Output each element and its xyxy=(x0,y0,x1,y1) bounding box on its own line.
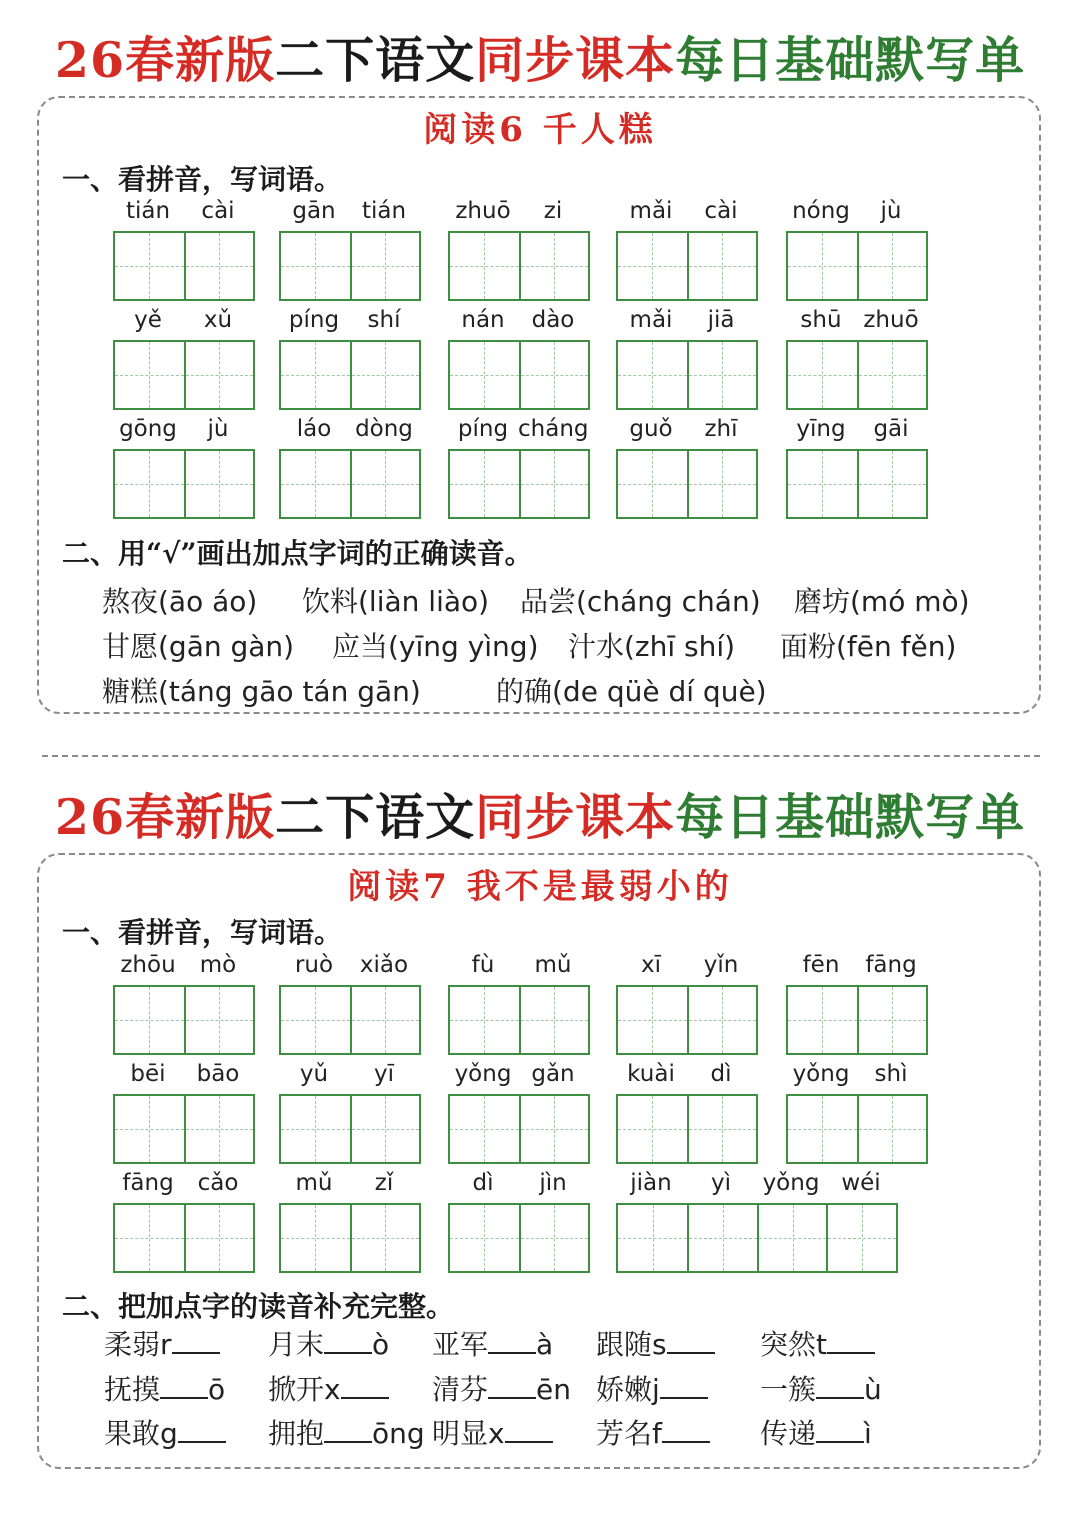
pinyin-label: cháng xyxy=(518,416,589,442)
writing-cell[interactable] xyxy=(519,1205,588,1271)
fill-in-item xyxy=(432,1412,553,1452)
writing-cell[interactable] xyxy=(519,233,588,299)
writing-cell[interactable] xyxy=(281,233,350,299)
dotted-word: 突然 xyxy=(760,1328,817,1361)
writing-cell[interactable] xyxy=(857,1096,926,1162)
pinyin-label: xī xyxy=(640,952,661,978)
pinyin-label: gān xyxy=(292,198,336,224)
pinyin-suffix: ōng xyxy=(372,1417,425,1450)
tianzige-box-group xyxy=(448,1203,590,1273)
pinyin-suffix: ì xyxy=(864,1417,872,1450)
dotted-word: 抚摸 xyxy=(104,1373,161,1406)
tianzige-box-group xyxy=(786,231,928,301)
pinyin-label: yǒng xyxy=(454,1061,512,1087)
pinyin-label: ruò xyxy=(294,952,334,978)
dotted-word: 跟随 xyxy=(596,1328,653,1361)
answer-blank[interactable] xyxy=(660,1373,708,1399)
pinyin-label: cǎo xyxy=(197,1170,239,1196)
writing-cell[interactable] xyxy=(618,233,687,299)
answer-blank[interactable] xyxy=(172,1328,220,1354)
writing-cell[interactable] xyxy=(519,1096,588,1162)
pinyin-label: fēn xyxy=(802,952,840,978)
pinyin-label: cài xyxy=(201,198,235,224)
fill-in-item xyxy=(432,1323,553,1363)
pinyin-label: bāo xyxy=(196,1061,240,1087)
writing-cell[interactable] xyxy=(450,987,519,1053)
writing-cell[interactable] xyxy=(115,342,184,408)
worksheet-banner xyxy=(0,779,1080,849)
writing-cell[interactable] xyxy=(788,987,857,1053)
pinyin-suffix: ù xyxy=(864,1373,882,1406)
section-2-title: 二、把加点字的读音补充完整。 xyxy=(62,1290,455,1323)
page-divider xyxy=(42,755,1040,757)
word-writing-item xyxy=(279,198,421,298)
writing-cell[interactable] xyxy=(857,342,926,408)
lesson-title: 阅读6 千人糕 xyxy=(423,110,657,150)
tianzige-box-group xyxy=(113,231,255,301)
pinyin-label: zhī xyxy=(704,416,738,442)
pinyin-label: zhuō xyxy=(863,307,919,333)
section-1-title: 一、看拼音，写词语。 xyxy=(62,163,343,196)
pinyin-label: píng xyxy=(288,307,340,333)
tianzige-box-group xyxy=(113,985,255,1055)
writing-cell[interactable] xyxy=(788,342,857,408)
dotted-word: 清芬 xyxy=(432,1373,489,1406)
pinyin-label: yǒng xyxy=(792,1061,850,1087)
fill-in-item xyxy=(268,1323,389,1363)
tianzige-box-group xyxy=(113,1094,255,1164)
writing-cell[interactable] xyxy=(687,987,756,1053)
pinyin-label: tián xyxy=(361,198,407,224)
pinyin-prefix: s xyxy=(652,1328,667,1361)
choice-item[interactable]: 饮料(liàn liào) xyxy=(302,585,490,618)
writing-cell[interactable] xyxy=(857,451,926,517)
word-writing-item xyxy=(616,1170,898,1270)
word-writing-item xyxy=(448,952,590,1052)
pinyin-label: fù xyxy=(471,952,495,978)
writing-cell[interactable] xyxy=(618,987,687,1053)
writing-cell[interactable] xyxy=(281,987,350,1053)
pinyin-label: shí xyxy=(367,307,401,333)
word-writing-item xyxy=(279,307,421,407)
writing-cell[interactable] xyxy=(281,1205,350,1271)
writing-cell[interactable] xyxy=(350,233,419,299)
writing-cell[interactable] xyxy=(826,1205,896,1271)
choice-item[interactable]: 的确(de qüè dí què) xyxy=(496,675,767,708)
writing-cell[interactable] xyxy=(350,451,419,517)
writing-cell[interactable] xyxy=(184,1096,253,1162)
pinyin-label: tián xyxy=(125,198,171,224)
answer-blank[interactable] xyxy=(324,1417,372,1443)
writing-cell[interactable] xyxy=(115,987,184,1053)
word-writing-item xyxy=(786,416,928,516)
word-writing-item xyxy=(448,1061,590,1161)
word-writing-item xyxy=(616,1061,758,1161)
writing-cell[interactable] xyxy=(687,1205,757,1271)
pinyin-label: zi xyxy=(543,198,563,224)
banner-part-1: 26春新版 xyxy=(54,31,276,89)
pinyin-label: zhōu xyxy=(120,952,176,978)
fill-in-item xyxy=(268,1368,389,1408)
writing-cell[interactable] xyxy=(350,1096,419,1162)
writing-cell[interactable] xyxy=(184,233,253,299)
writing-cell[interactable] xyxy=(281,451,350,517)
pinyin-prefix: f xyxy=(652,1417,662,1450)
banner-part-2: 二下语文 xyxy=(275,31,476,89)
choice-item[interactable]: 面粉(fēn fěn) xyxy=(780,630,957,663)
dotted-word: 果敢 xyxy=(104,1417,161,1450)
dotted-word: 芳名 xyxy=(596,1417,653,1450)
tianzige-box-group xyxy=(113,449,255,519)
word-writing-item xyxy=(279,952,421,1052)
writing-cell[interactable] xyxy=(450,342,519,408)
choice-item[interactable]: 熬夜(āo áo) xyxy=(102,585,258,618)
pinyin-label: mǎi xyxy=(629,307,673,333)
banner-part-2: 二下语文 xyxy=(275,788,476,846)
writing-cell[interactable] xyxy=(618,451,687,517)
pinyin-suffix: ō xyxy=(208,1373,226,1406)
writing-cell[interactable] xyxy=(350,1205,419,1271)
pinyin-label: yì xyxy=(710,1170,731,1196)
dotted-word: 传递 xyxy=(760,1417,817,1450)
pinyin-suffix: à xyxy=(536,1328,554,1361)
word-writing-item xyxy=(616,198,758,298)
lesson-title: 阅读7 我不是最弱小的 xyxy=(347,867,733,907)
fill-in-item xyxy=(104,1368,225,1408)
writing-cell[interactable] xyxy=(115,1205,184,1271)
writing-cell[interactable] xyxy=(687,1096,756,1162)
choice-item[interactable]: 品尝(cháng chán) xyxy=(520,585,761,618)
dotted-word: 亚军 xyxy=(432,1328,489,1361)
word-writing-item xyxy=(616,416,758,516)
word-writing-item xyxy=(786,198,928,298)
section-2-title: 二、用“√”画出加点字词的正确读音。 xyxy=(62,537,533,570)
fill-in-item xyxy=(104,1323,220,1363)
banner-part-4: 每日基础默写单 xyxy=(675,788,1026,846)
pinyin-prefix: x xyxy=(324,1373,341,1406)
tianzige-box-group xyxy=(616,231,758,301)
word-writing-item xyxy=(279,416,421,516)
word-writing-item xyxy=(279,1170,421,1270)
tianzige-box-group xyxy=(279,1203,421,1273)
banner-part-3: 同步课本 xyxy=(475,31,676,89)
answer-blank[interactable] xyxy=(178,1417,226,1443)
pinyin-label: gāi xyxy=(873,416,909,442)
writing-cell[interactable] xyxy=(687,451,756,517)
word-writing-item xyxy=(448,307,590,407)
answer-blank[interactable] xyxy=(341,1373,389,1399)
fill-in-item xyxy=(432,1368,571,1408)
writing-cell[interactable] xyxy=(184,342,253,408)
fill-in-item xyxy=(760,1412,872,1452)
answer-blank[interactable] xyxy=(816,1373,864,1399)
pinyin-label: cài xyxy=(704,198,738,224)
writing-cell[interactable] xyxy=(757,1205,827,1271)
tianzige-box-group xyxy=(113,1203,255,1273)
choice-item[interactable]: 糖糕(táng gāo tán gān) xyxy=(102,675,421,708)
writing-cell[interactable] xyxy=(687,342,756,408)
answer-blank[interactable] xyxy=(662,1417,710,1443)
fill-in-item xyxy=(268,1412,425,1452)
tianzige-box-group xyxy=(786,985,928,1055)
choice-item[interactable]: 应当(yīng yìng) xyxy=(332,630,539,663)
answer-blank[interactable] xyxy=(816,1417,864,1443)
dotted-word: 一簇 xyxy=(760,1373,817,1406)
pinyin-label: mò xyxy=(199,952,237,978)
word-writing-item xyxy=(279,1061,421,1161)
word-writing-item xyxy=(113,198,255,298)
writing-cell[interactable] xyxy=(184,987,253,1053)
writing-cell[interactable] xyxy=(519,987,588,1053)
fill-in-item xyxy=(760,1323,875,1363)
tianzige-box-group xyxy=(616,340,758,410)
answer-blank[interactable] xyxy=(488,1328,536,1354)
word-writing-item xyxy=(616,952,758,1052)
dotted-word: 拥抱 xyxy=(268,1417,325,1450)
pinyin-label: yīng xyxy=(796,416,846,442)
writing-cell[interactable] xyxy=(281,1096,350,1162)
pinyin-label: gōng xyxy=(119,416,177,442)
writing-cell[interactable] xyxy=(450,1205,519,1271)
fill-in-item xyxy=(596,1412,710,1452)
pinyin-label: mǔ xyxy=(295,1170,333,1196)
writing-cell[interactable] xyxy=(857,987,926,1053)
pinyin-prefix: t xyxy=(816,1328,827,1361)
tianzige-box-group xyxy=(616,449,758,519)
writing-cell[interactable] xyxy=(857,233,926,299)
writing-cell[interactable] xyxy=(788,233,857,299)
word-writing-item xyxy=(786,307,928,407)
pinyin-label: jù xyxy=(880,198,902,224)
tianzige-box-group xyxy=(279,231,421,301)
word-writing-item xyxy=(113,307,255,407)
pinyin-label: zǐ xyxy=(374,1170,394,1196)
pinyin-label: kuài xyxy=(627,1061,675,1087)
fill-in-item xyxy=(596,1323,715,1363)
worksheet-banner xyxy=(0,22,1080,92)
writing-cell[interactable] xyxy=(350,987,419,1053)
writing-cell[interactable] xyxy=(618,1096,687,1162)
pinyin-label: yě xyxy=(134,307,162,333)
pinyin-label: jiā xyxy=(707,307,735,333)
tianzige-box-group xyxy=(279,449,421,519)
pinyin-label: yǐn xyxy=(703,952,739,978)
word-writing-item xyxy=(448,416,590,516)
fill-in-item xyxy=(596,1368,708,1408)
tianzige-box-group xyxy=(448,1094,590,1164)
answer-blank[interactable] xyxy=(667,1328,715,1354)
word-writing-item xyxy=(448,198,590,298)
pinyin-label: yī xyxy=(373,1061,394,1087)
tianzige-box-group xyxy=(113,340,255,410)
pinyin-label: fāng xyxy=(122,1170,174,1196)
writing-cell[interactable] xyxy=(519,342,588,408)
pinyin-prefix: j xyxy=(652,1373,660,1406)
writing-cell[interactable] xyxy=(687,233,756,299)
word-writing-item xyxy=(786,1061,928,1161)
pinyin-label: dòng xyxy=(355,416,413,442)
tianzige-box-group xyxy=(616,985,758,1055)
pinyin-label: jù xyxy=(207,416,229,442)
pinyin-label: guǒ xyxy=(629,416,673,442)
tianzige-box-group xyxy=(448,340,590,410)
pinyin-prefix: g xyxy=(160,1417,178,1450)
word-writing-item xyxy=(113,416,255,516)
pinyin-suffix: ò xyxy=(372,1328,390,1361)
writing-cell[interactable] xyxy=(184,1205,253,1271)
writing-cell[interactable] xyxy=(450,233,519,299)
word-writing-item xyxy=(113,1170,255,1270)
pinyin-label: xǔ xyxy=(203,307,233,333)
pinyin-label: wéi xyxy=(841,1170,881,1196)
pinyin-label: dì xyxy=(472,1170,494,1196)
writing-cell[interactable] xyxy=(184,451,253,517)
pinyin-label: bēi xyxy=(130,1061,166,1087)
dotted-word: 掀开 xyxy=(268,1373,325,1406)
writing-cell[interactable] xyxy=(115,1096,184,1162)
choice-item[interactable]: 汁水(zhī shí) xyxy=(568,630,736,663)
section-1-title: 一、看拼音，写词语。 xyxy=(62,916,343,949)
banner-part-1: 26春新版 xyxy=(54,788,276,846)
answer-blank[interactable] xyxy=(488,1373,536,1399)
word-writing-item xyxy=(786,952,928,1052)
choice-item[interactable]: 甘愿(gān gàn) xyxy=(102,630,295,663)
writing-cell[interactable] xyxy=(115,451,184,517)
tianzige-box-group xyxy=(279,985,421,1055)
tianzige-box-group xyxy=(448,231,590,301)
pinyin-label: gǎn xyxy=(531,1061,575,1087)
pinyin-prefix: r xyxy=(160,1328,172,1361)
word-writing-item xyxy=(448,1170,590,1270)
tianzige-box-group xyxy=(448,449,590,519)
tianzige-box-group xyxy=(786,340,928,410)
tianzige-box-group xyxy=(279,340,421,410)
banner-part-3: 同步课本 xyxy=(475,788,676,846)
answer-blank[interactable] xyxy=(505,1417,553,1443)
tianzige-box-group xyxy=(786,449,928,519)
word-writing-item xyxy=(616,307,758,407)
writing-cell[interactable] xyxy=(519,451,588,517)
tianzige-box-group xyxy=(448,985,590,1055)
answer-blank[interactable] xyxy=(324,1328,372,1354)
pinyin-label: shì xyxy=(874,1061,908,1087)
pinyin-label: yǒng xyxy=(762,1170,820,1196)
pinyin-label: nóng xyxy=(792,198,850,224)
tianzige-box-group xyxy=(279,1094,421,1164)
dotted-word: 娇嫩 xyxy=(596,1373,653,1406)
writing-cell[interactable] xyxy=(115,233,184,299)
dotted-word: 明显 xyxy=(432,1417,489,1450)
answer-blank[interactable] xyxy=(827,1328,875,1354)
pinyin-label: mǎi xyxy=(629,198,673,224)
tianzige-box-group xyxy=(786,1094,928,1164)
answer-blank[interactable] xyxy=(160,1373,208,1399)
writing-cell[interactable] xyxy=(788,451,857,517)
pinyin-label: píng xyxy=(457,416,509,442)
pinyin-label: shū xyxy=(800,307,842,333)
writing-cell[interactable] xyxy=(350,342,419,408)
banner-part-4: 每日基础默写单 xyxy=(675,31,1026,89)
word-writing-item xyxy=(113,952,255,1052)
pinyin-suffix: ēn xyxy=(536,1373,571,1406)
pinyin-prefix: x xyxy=(488,1417,505,1450)
word-writing-item xyxy=(113,1061,255,1161)
pinyin-label: jìn xyxy=(539,1170,567,1196)
pinyin-label: dì xyxy=(710,1061,732,1087)
dotted-word: 柔弱 xyxy=(104,1328,161,1361)
choice-item[interactable]: 磨坊(mó mò) xyxy=(794,585,970,618)
pinyin-label: fāng xyxy=(865,952,917,978)
writing-cell[interactable] xyxy=(450,451,519,517)
pinyin-label: xiǎo xyxy=(359,952,409,978)
writing-cell[interactable] xyxy=(788,1096,857,1162)
dotted-word: 月末 xyxy=(268,1328,325,1361)
writing-cell[interactable] xyxy=(281,342,350,408)
pinyin-label: mǔ xyxy=(534,952,572,978)
pinyin-label: zhuō xyxy=(455,198,511,224)
writing-cell[interactable] xyxy=(618,1205,687,1271)
writing-cell[interactable] xyxy=(618,342,687,408)
pinyin-label: jiàn xyxy=(630,1170,672,1196)
pinyin-label: yǔ xyxy=(299,1061,329,1087)
fill-in-item xyxy=(760,1368,882,1408)
tianzige-box-group xyxy=(616,1094,758,1164)
tianzige-box-group xyxy=(616,1203,898,1273)
pinyin-label: nán xyxy=(461,307,505,333)
writing-cell[interactable] xyxy=(450,1096,519,1162)
fill-in-item xyxy=(104,1412,226,1452)
pinyin-label: dào xyxy=(531,307,575,333)
pinyin-label: láo xyxy=(296,416,332,442)
